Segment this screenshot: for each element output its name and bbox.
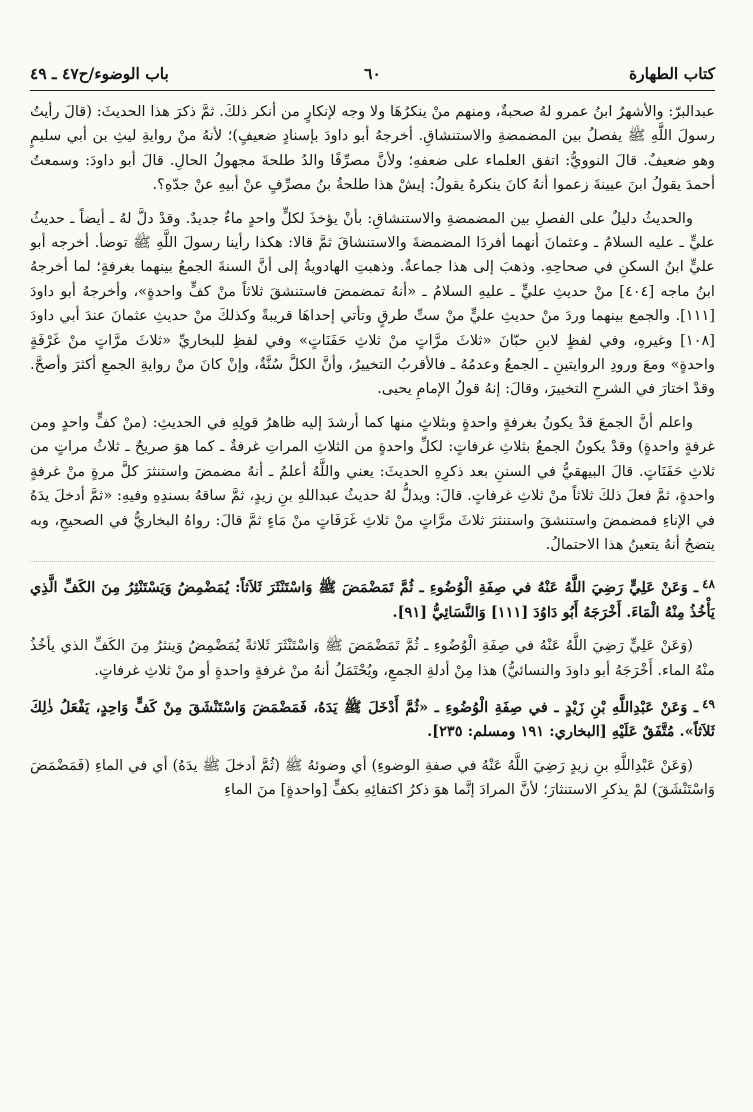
hadith-number-48: ٤٨ <box>702 577 715 592</box>
commentary-49: (وَعَنْ عَبْدِاللَّهِ بنِ زيدٍ رَضِيَ اللَّهُ عَنْهُ في صفةِ الوضوءِ) أي وضوئهُ ﷺ (ثُمَّ أدخلَ ﷺ يدَهُ) أي في الماءِ (فَمَضْمَضَ وَاسْتَنْشَقَ) لمْ يذكرِ الاستنثارَ؛ لأنَّ المرادَ إنَّما هوَ ذكرُ اكتفائِهِ بكفٍّ [واحدةٍ] منَ الماءِ <box>30 756 715 799</box>
hadith-number-49: ٤٩ <box>702 696 715 711</box>
paragraph-3: واعلم أنَّ الجمعَ قدْ يكونُ بغرفةٍ واحدةٍ وبثلاثٍ منها كما أرشدَ إليه ظاهرُ قولِهِ في الحديثِ: (منْ كفٍّ واحدٍ ومن غرفةٍ واحدةٍ) وقدْ يكونُ الجمعُ بثلاثِ غرفاتٍ: لكلِّ واحدةٍ من الثلاثِ المراتِ غرفةٌ ـ كما هوَ صريحٌ ـ ثلاثُ مراتٍ من ثلاثِ حَفَنَاتٍ. قالَ البيهقيُّ في السننِ بعد ذكرِهِ الحديثَ: يعني واللَّهُ أعلمُ ـ أنهُ مضمضَ واستنثرَ كلَّ مرةٍ منْ غرفةٍ واحدةٍ، ثمَّ فعلَ ذلكَ ثلاثاً منْ ثلاثِ غرفاتٍ. قالَ: ويدلُّ لهُ حديثُ عبداللهِ بنِ زيدٍ، ثمَّ ساقهُ بسندِهِ وفيهِ: «ثمَّ أدخلَ يدَهُ في الإناءِ فمضمضَ واستنشقَ واستنثرَ ثلاثَ مرَّاتٍ منْ ثلاثِ غَرَفَاتٍ منْ مَاءٍ ثمَّ قالَ: رواهُ البخاريُّ في الصحيحِ، وبه يتضحُ أنهُ يتعينُ هذا الاحتمالُ. <box>30 413 715 553</box>
page-number: ٦٠ <box>364 64 381 83</box>
hadith-48 <box>30 572 715 625</box>
paragraph-1: عبدالبرّ: والأشهرُ ابنُ عمرو لهُ صحبةٌ، ومنهم منْ ينكرُهَا ولا وجه لإنكارٍ من أنكر ذلكَ. ثمَّ ذكرَ هذا الحديثَ: (قالَ رأيتُ رسولَ اللَّهِ ﷺ يفصلُ بين المضمضةِ والاستنشاقِ. أخرجهُ أبو داودَ بإسنادٍ ضعيفٍ)؛ لأنهُ منْ روايةِ ليثِ بن أبي سليمٍ وهو ضعيفٌ. قالَ النوويُّ: اتفق العلماء على ضعفهِ؛ ولأنَّ مصرِّفًا والدُ طلحةَ مجهولُ الحالِ. قالَ أبو داودَ: وسمعتُ أحمدَ يقولُ ابنَ عيينةَ زعموا أنهُ كانَ ينكرهُ يقولُ: إيشْ هذا طلحةُ بنُ مصرِّفٍ عنْ أبيهِ عنْ جدّهِ؟. <box>30 103 715 194</box>
book-title: كتاب الطهارة <box>629 64 715 83</box>
paragraph-2: والحديثُ دليلٌ على الفصلِ بين المضمضةِ والاستنشاقِ: بأنْ يؤخذَ لكلٍّ واحدٍ ماءٌ جديدٌ. وقدْ دلَّ لهُ ـ أيضاً ـ حديثُ عليٍّ ـ عليه السلامُ ـ وعثمانَ أنهما أفردَا المضمضةَ والاستنشاقَ ثمَّ قالا: هكذا رأينا رسولَ اللَّهِ ﷺ توضأ. أخرجه أبو عليٍّ ابنُ السكنِ في صحاحِهِ. وذهبَ إلى هذا جماعةٌ. وذهبتِ الهادويةُ إلى أنَّ السنةَ الجمعُ بينهما بغرفةٍ؛ لما أخرجهُ ابنُ ماجه [٤٠٤] منْ حديثِ عليٍّ ـ عليهِ السلامُ ـ «أنهُ تمضمضَ فاستنشقَ ثلاثاً منْ كفٍّ واحدةٍ»، وأخرجهُ أبو داودَ [١١١]. والجمع بينهما وردَ منْ حديثِ عليٍّ منْ ستِّ طرقٍ وتأتي إحداهَا قريبةً وكذلكَ منْ حديثِ عثمانَ عندَ أبي داودَ [١٠٨] وغيرهِ، وفي لفظٍ لابنِ حبّانَ «ثلاثَ مرَّاتٍ منْ ثلاثِ حَفَنَاتٍ» وفي لفظِ للبخاريِّ «ثلاثَ مرَّاتٍ منْ غَرْفَةٍ واحدةٍ» ومعَ ورودِ الروايتينِ ـ الجمعُ وعدمُهُ ـ فالأقربُ التخييرُ، وأنَّ الكلَّ سُنَّةٌ، وإنْ كانَ منْ روايةِ الجمعِ أكثرَ وأصحَّ. وقدْ اختارَ في الشرحِ التخييرَ، وقالَ: إنهُ قولُ الإمامِ يحيى. <box>30 209 715 398</box>
commentary-48: (وَعَنْ عَلِيٍّ رَضِيَ اللَّهُ عَنْهُ في صِفَةِ الْوُضُوءِ ـ ثُمَّ تَمَضْمَضَ ﷺ وَاسْتَنْثَرَ ثَلاثةً يُمَضْمِضُ وَينثرُ مِنَ الكَفِّ الذي يأخُذُ منْهُ الماء. أَخْرَجَهُ أبو داودَ والنسائيُّ) هذا مِنْ أدلةِ الجمعِ، ويُحْتَمَلُ أنهُ منْ غرفةٍ واحدةٍ أو منْ ثلاثِ غرفاتٍ. <box>30 637 715 679</box>
hadith-48-text: ـ وَعَنْ عَلِيٍّ رَضِيَ اللَّهُ عَنْهُ في صِفَةِ الْوُضُوءِ ـ ثُمَّ تَمَضْمَضَ ﷺ وَاسْتَنْثَرَ ثَلاَثاً: يُمَضْمِضُ وَيَسْتَنْثِرُ مِنَ الكَفِّ الَّذِي يَأْخُذُ مِنْهُ الْمَاءَ. أَخْرَجَهُ أَبُو دَاوُدَ [١١١] وَالنَّسَائِيُّ [٩١]. <box>30 579 715 621</box>
hadith-49-text: ـ وَعَنْ عَبْدِاللَّهِ بْنِ زَيْدٍ ـ في صِفَةِ الْوُضُوءِ ـ «ثُمَّ أَدْخَلَ ﷺ يَدَهُ، فَمَضْمَضَ وَاسْتَنْشَقَ مِنْ كَفٍّ وَاحِدٍ، يَفْعَلُ ذٰلِكَ ثَلاَثاً». مُتَّفَقٌ عَلَيْهِ [البخاري: ١٩١ ومسلم: ٢٣٥]. <box>30 698 715 741</box>
section-divider <box>30 561 715 562</box>
hadith-49 <box>30 692 715 745</box>
chapter-title: باب الوضوء/ح٤٧ ـ ٤٩ <box>30 64 169 83</box>
running-header <box>30 58 715 91</box>
page-body <box>30 100 715 1112</box>
